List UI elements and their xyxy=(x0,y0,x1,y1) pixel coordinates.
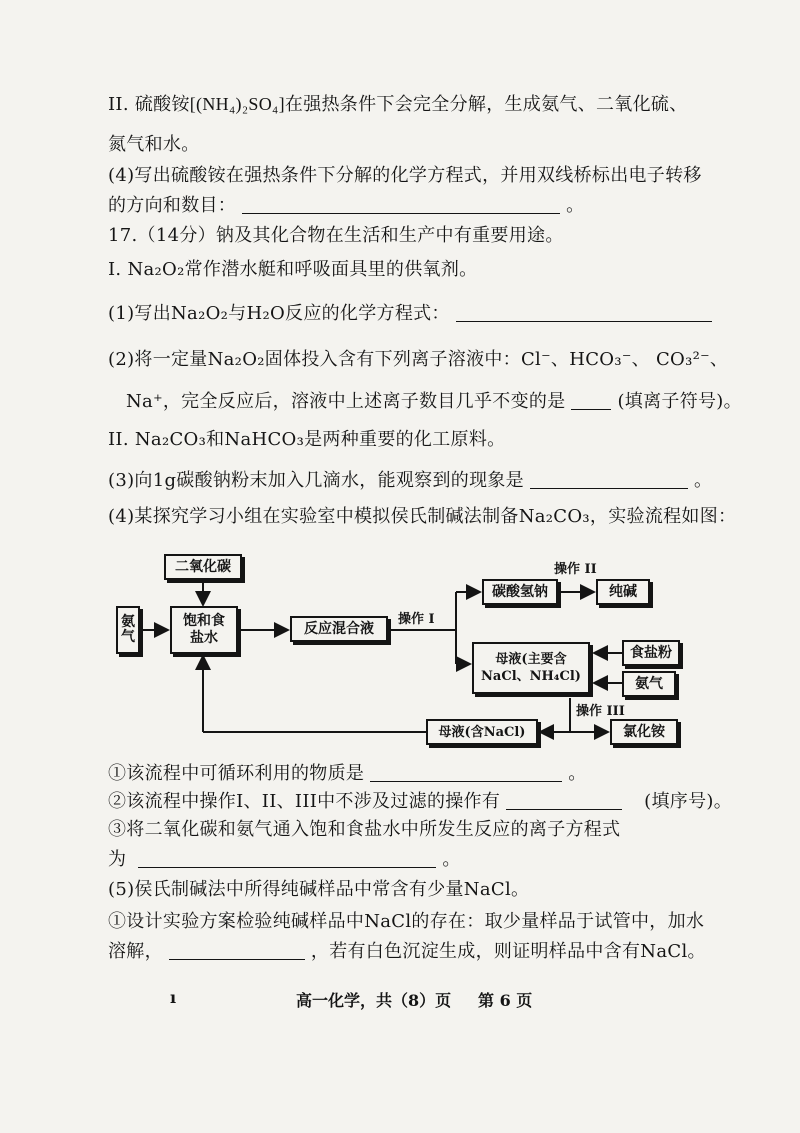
line-4-answer: 的方向和数目： 。 xyxy=(108,195,585,216)
box-soda-ash: 纯碱 xyxy=(596,579,650,605)
question-4-1: ①该流程中可循环利用的物质是 。 xyxy=(108,763,587,784)
question-17-title: 17.（14分）钠及其化合物在生活和生产中有重要用途。 xyxy=(108,225,564,246)
footer-page-number: 第 6 页 xyxy=(478,991,533,1010)
question-1: (1)写出Na₂O₂与H₂O反应的化学方程式： xyxy=(108,302,718,326)
question-5-1-cont: 溶解， ，若有白色沉淀生成，则证明样品中含有NaCl。 xyxy=(108,941,706,962)
question-4-flow: (4)某探究学习小组在实验室中模拟侯氏制碱法制备Na₂CO₃，实验流程如图： xyxy=(108,506,737,527)
question-4-3: ③将二氧化碳和氨气通入饱和食盐水中所发生反应的离子方程式 xyxy=(108,819,621,840)
flowchart xyxy=(100,550,700,750)
section-i-title: I. Na₂O₂常作潜水艇和呼吸面具里的供氧剂。 xyxy=(108,259,478,280)
answer-blank-3[interactable] xyxy=(530,470,688,489)
answer-blank-1[interactable] xyxy=(456,303,712,322)
line-ammonium-sulfate-intro: II. 硫酸铵[(NH₄)₂SO₄]在强热条件下会完全分解，生成氨气、二氧化硫、 xyxy=(108,94,688,115)
section-ii-title: II. Na₂CO₃和NaHCO₃是两种重要的化工原料。 xyxy=(108,429,506,450)
box-ammonia-right: 氨气 xyxy=(622,671,676,697)
question-4-2: ②该流程中操作I、II、III中不涉及过滤的操作有 (填序号)。 xyxy=(108,791,733,812)
line-products: 氮气和水。 xyxy=(108,134,200,155)
box-reaction-mixture: 反应混合液 xyxy=(290,616,388,642)
ammonium-sulfate-formula: [(NH₄)₂SO₄] xyxy=(189,94,285,114)
question-2-cont: Na⁺，完全反应后，溶液中上述离子数目几乎不变的是 (填离子符号)。 xyxy=(126,391,742,412)
box-ammonium-chloride: 氯化铵 xyxy=(610,719,678,745)
answer-blank-4[interactable] xyxy=(242,195,560,214)
box-co2: 二氧化碳 xyxy=(164,554,242,580)
answer-blank-4-2[interactable] xyxy=(506,791,622,810)
box-mother-liquor-nacl: 母液(含NaCl) xyxy=(426,719,538,745)
footer-mark: ı xyxy=(170,988,177,1007)
answer-blank-4-3[interactable] xyxy=(138,849,436,868)
footer-course: 高一化学，共（8）页 xyxy=(296,991,452,1010)
question-3: (3)向1g碳酸钠粉末加入几滴水，能观察到的现象是 。 xyxy=(108,470,713,491)
box-salt-powder: 食盐粉 xyxy=(622,640,680,666)
answer-blank-2[interactable] xyxy=(571,391,611,410)
question-5-1: ①设计实验方案检验纯碱样品中NaCl的存在：取少量样品于试管中，加水 xyxy=(108,911,705,932)
box-ammonia-left: 氨气 xyxy=(116,606,140,654)
answer-blank-4-1[interactable] xyxy=(370,763,562,782)
box-sodium-bicarbonate: 碳酸氢钠 xyxy=(482,579,558,605)
box-mother-liquor-main: 母液(主要含NaCl、NH₄Cl) xyxy=(472,642,590,694)
label-operation-1: 操作 I xyxy=(398,612,435,627)
question-4: (4)写出硫酸铵在强热条件下分解的化学方程式，并用双线桥标出电子转移 xyxy=(108,165,702,186)
label-operation-2: 操作 II xyxy=(554,562,597,577)
box-saturated-brine: 饱和食盐水 xyxy=(170,606,238,654)
answer-blank-5-1[interactable] xyxy=(169,941,305,960)
question-5: (5)侯氏制碱法中所得纯碱样品中常含有少量NaCl。 xyxy=(108,879,530,900)
question-2: (2)将一定量Na₂O₂固体投入含有下列离子溶液中：Cl⁻、HCO₃⁻、 CO₃²⁻、 xyxy=(108,349,729,370)
question-4-3-answer: 为 。 xyxy=(108,849,461,870)
label-operation-3: 操作 III xyxy=(576,704,625,719)
